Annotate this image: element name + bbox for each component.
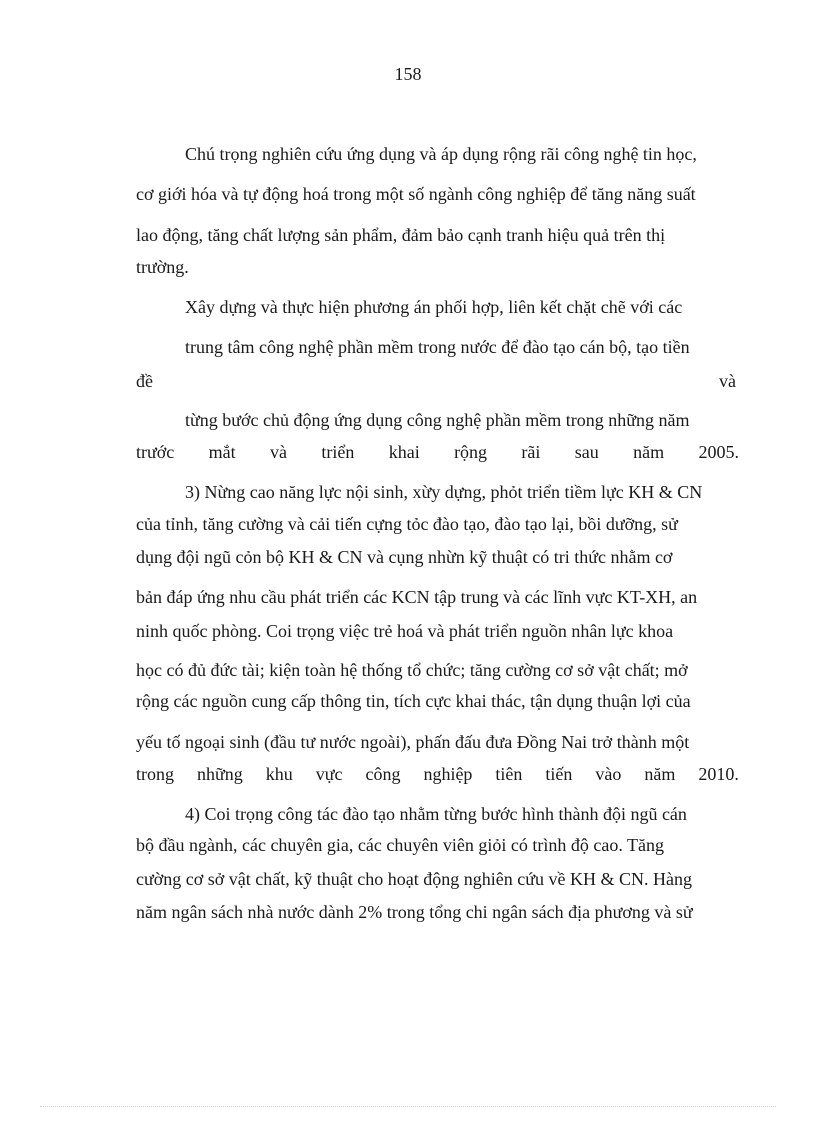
word: triển xyxy=(321,442,355,462)
word: và xyxy=(269,442,287,462)
word: khai xyxy=(388,442,420,462)
text-line: năm ngân sách nhà nước dành 2% trong tổng chi ngân sách địa phương và sử xyxy=(136,902,693,922)
word: công xyxy=(365,764,401,784)
word: rãi xyxy=(521,442,541,462)
text-line: Xây dựng và thực hiện phương án phối hợp, liên kết chặt chẽ với các xyxy=(185,297,683,317)
word: năm xyxy=(633,442,665,462)
text-line: cơ giới hóa và tự động hoá trong một số ngành công nghiệp để tăng năng suất xyxy=(136,184,696,204)
word: vào xyxy=(595,764,622,784)
word: mắt xyxy=(208,442,236,462)
word: tiên xyxy=(495,764,523,784)
text-line: đề xyxy=(136,371,153,391)
word: 2010. xyxy=(698,764,739,784)
word: khu xyxy=(265,764,293,784)
text-line: cường cơ sở vật chất, kỹ thuật cho hoạt động nghiên cứu về KH & CN. Hàng xyxy=(136,869,692,889)
text-line: rộng các nguồn cung cấp thông tin, tích cực khai thác, tận dụng thuận lợi của xyxy=(136,691,691,711)
word: tiến xyxy=(545,764,573,784)
text-line: bản đáp ứng nhu cầu phát triển các KCN tập trung và các lĩnh vực KT-XH, an xyxy=(136,587,698,607)
page-border-dots xyxy=(40,1106,776,1107)
text-line: dụng đội ngũ cỏn bộ KH & CN và cụng nhừn kỹ thuật có tri thức nhằm cơ xyxy=(136,547,673,567)
word: sau xyxy=(574,442,599,462)
text-line: ninh quốc phòng. Coi trọng việc trẻ hoá và phát triển nguồn nhân lực khoa xyxy=(136,621,674,641)
text-line: học có đủ đức tài; kiện toàn hệ thống tổ chức; tăng cường cơ sở vật chất; mở xyxy=(136,660,688,680)
text-line: lao động, tăng chất lượng sản phẩm, đảm bảo cạnh tranh hiệu quả trên thị xyxy=(136,225,666,245)
word: những xyxy=(196,764,243,784)
word: trong xyxy=(136,764,174,784)
text-line: Chú trọng nghiên cứu ứng dụng và áp dụng rộng rãi công nghệ tin học, xyxy=(185,144,697,164)
word: rộng xyxy=(454,442,488,462)
word: trước xyxy=(136,442,175,462)
justified-line xyxy=(136,763,739,785)
text-line: 3) Nừng cao năng lực nội sinh, xừy dựng, phỏt triển tiềm lực KH & CN xyxy=(185,482,703,502)
page-number: 158 xyxy=(394,64,422,84)
justified-line xyxy=(136,441,739,463)
text-line: từng bước chủ động ứng dụng công nghệ phần mềm trong những năm xyxy=(185,410,690,430)
word: năm xyxy=(644,764,676,784)
text-line: bộ đầu ngành, các chuyên gia, các chuyên viên giỏi có trình độ cao. Tăng xyxy=(136,835,664,855)
word: 2005. xyxy=(698,442,739,462)
text-line: và xyxy=(719,371,736,391)
word: nghiệp xyxy=(423,764,473,784)
text-line: trường. xyxy=(136,257,189,277)
text-line: 4) Coi trọng công tác đào tạo nhằm từng bước hình thành đội ngũ cán xyxy=(185,804,687,824)
word: vực xyxy=(315,764,343,784)
text-line: yếu tố ngoại sinh (đầu tư nước ngoài), phấn đấu đưa Đồng Nai trở thành một xyxy=(136,732,690,752)
text-line: trung tâm công nghệ phần mềm trong nước để đào tạo cán bộ, tạo tiền xyxy=(185,337,690,357)
text-line: của tỉnh, tăng cường và cải tiến cựng tỏc đào tạo, đào tạo lại, bồi dưỡng, sử xyxy=(136,514,678,534)
